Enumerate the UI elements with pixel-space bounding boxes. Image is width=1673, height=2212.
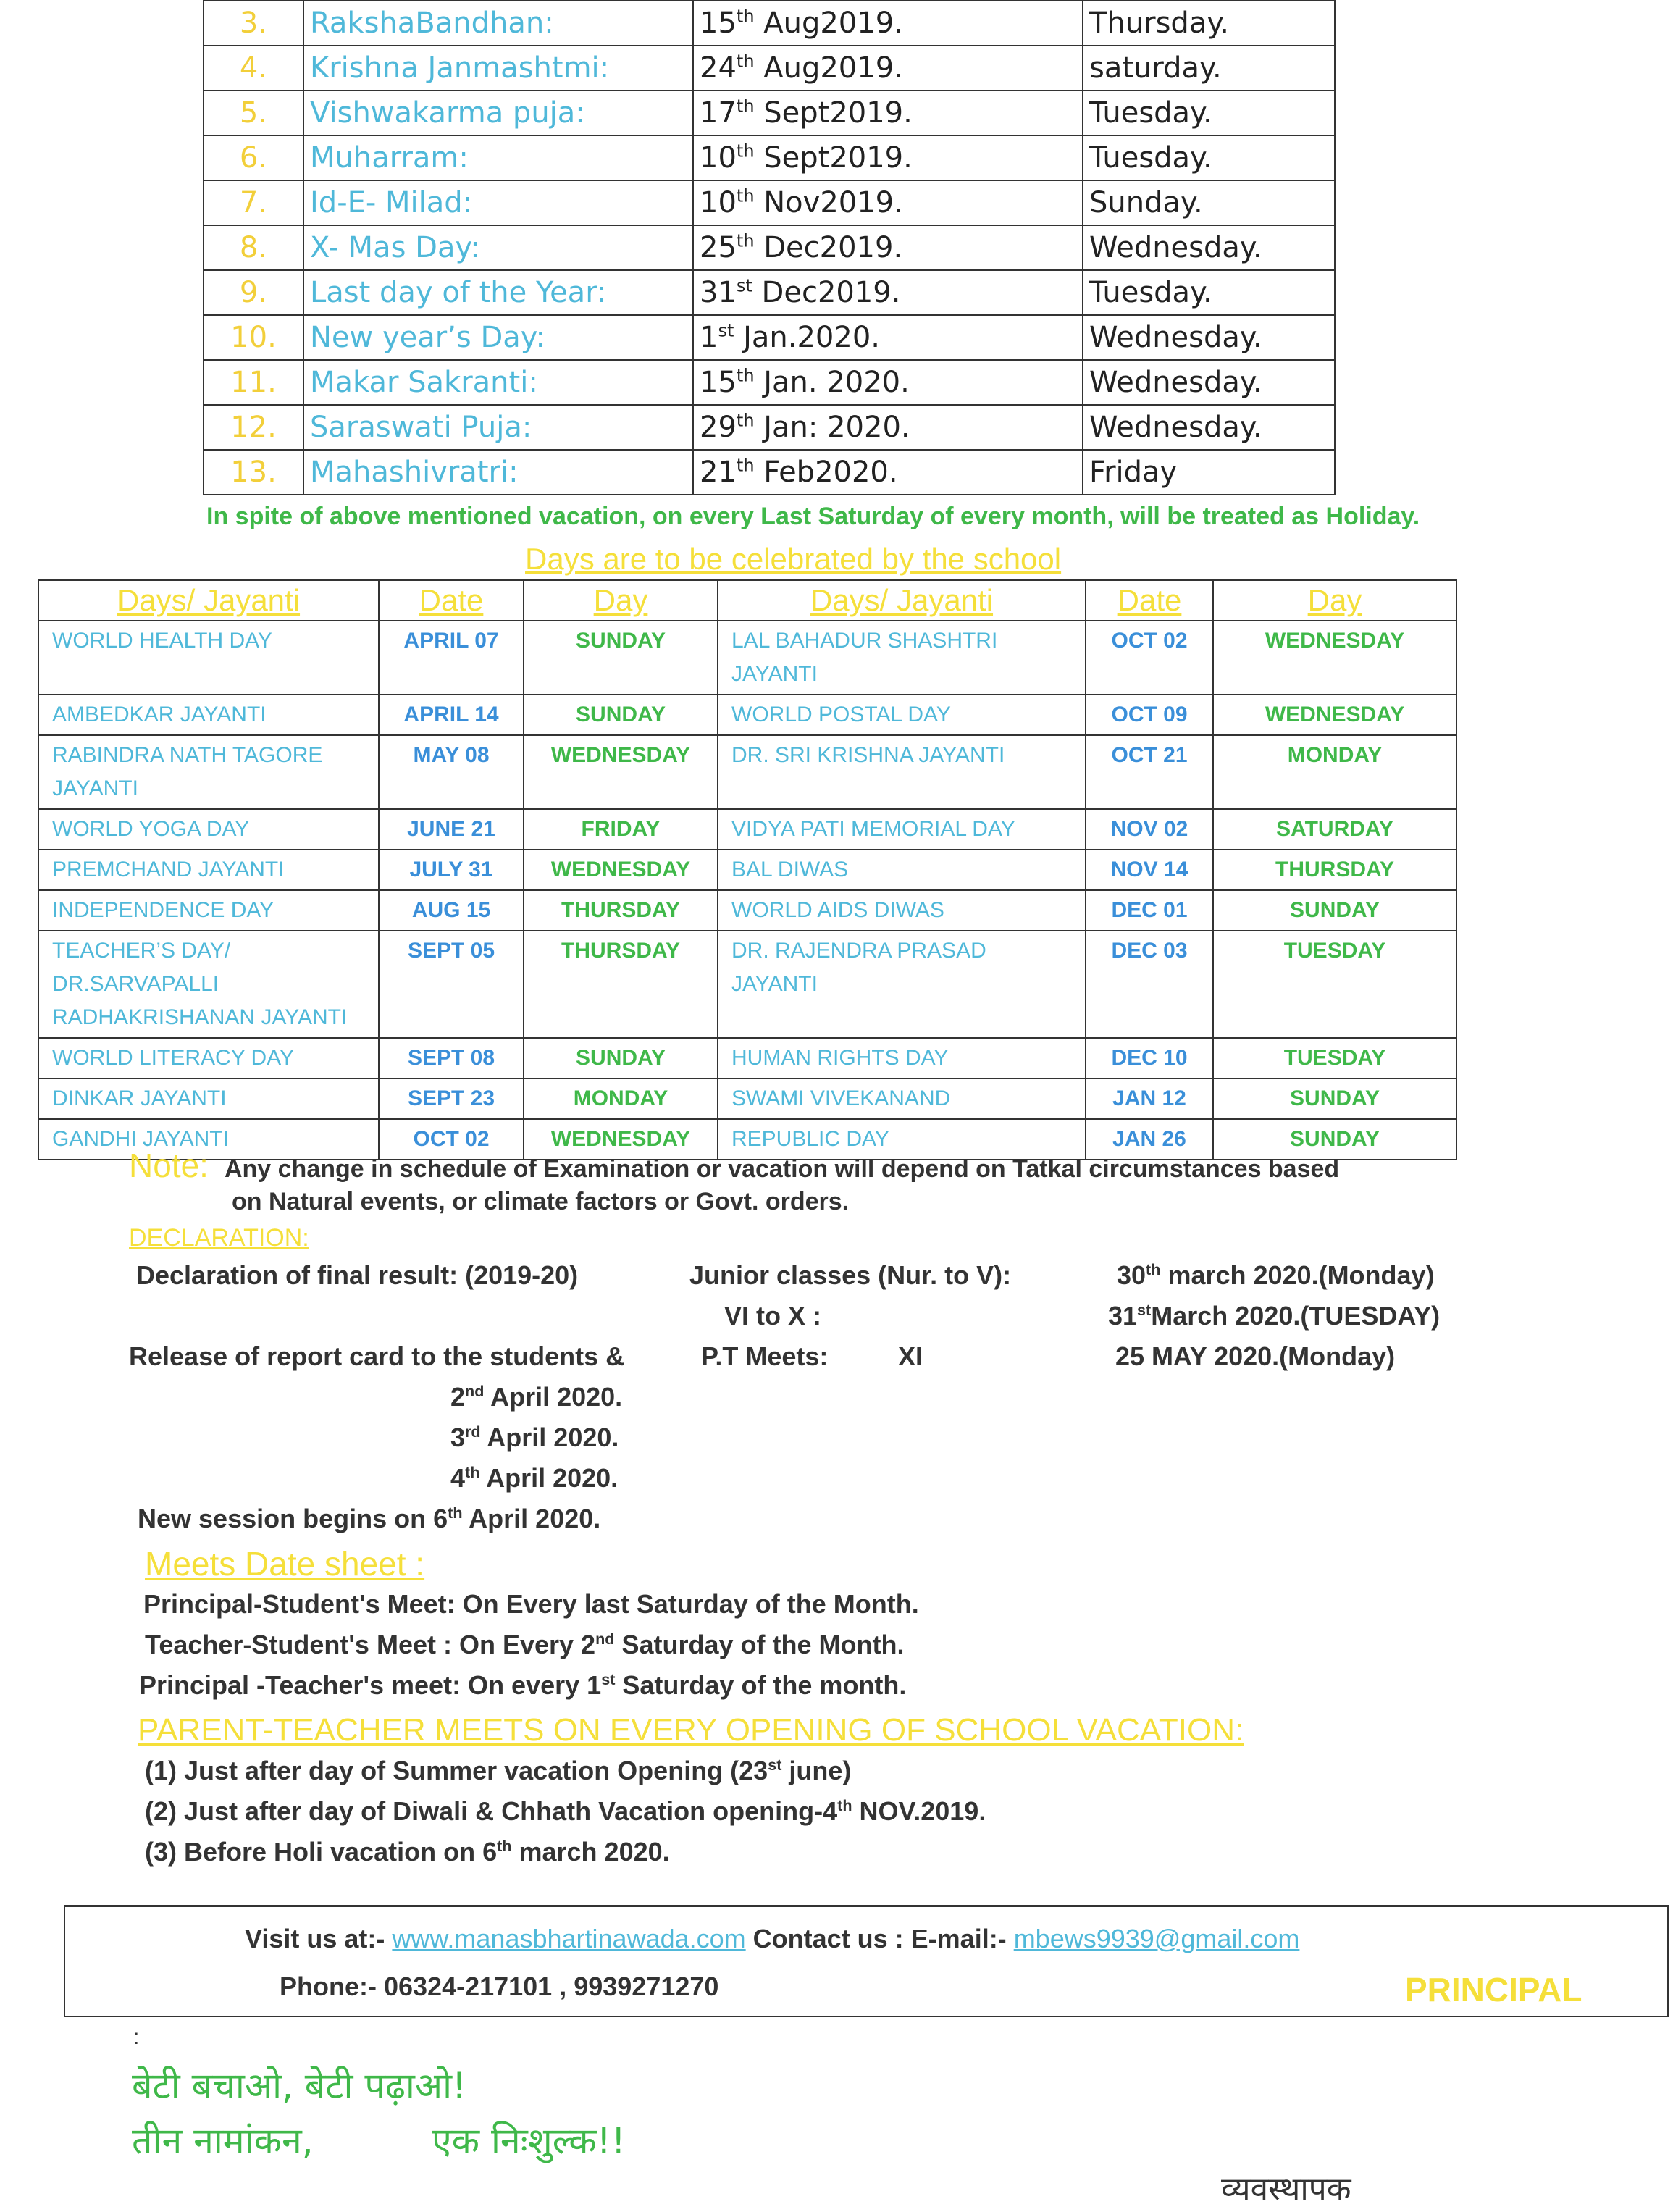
celebration-date: APRIL 14 — [379, 695, 524, 735]
final-result-label: Declaration of final result: (2019-20) — [136, 1260, 579, 1290]
holiday-weekday: Thursday. — [1083, 1, 1335, 46]
report-card-label: Release of report card to the students & — [129, 1341, 625, 1371]
note-label: Note: — [129, 1147, 209, 1184]
celebration-day: THURSDAY — [524, 890, 718, 931]
holiday-weekday: Tuesday. — [1083, 135, 1335, 180]
holiday-number: 4. — [204, 46, 303, 91]
holiday-weekday: Wednesday. — [1083, 360, 1335, 405]
celebration-day: MONDAY — [1213, 735, 1456, 809]
celebration-day: MONDAY — [524, 1078, 718, 1119]
celebration-date: NOV 14 — [1086, 850, 1213, 890]
holiday-date: 10th Nov2019. — [693, 180, 1083, 225]
celebration-day: WEDNESDAY — [524, 1119, 718, 1160]
celebration-name: DR. RAJENDRA PRASAD JAYANTI — [718, 931, 1086, 1038]
holiday-date: 24th Aug2019. — [693, 46, 1083, 91]
holiday-number: 10. — [204, 315, 303, 360]
celebration-name: SWAMI VIVEKANAND — [718, 1078, 1086, 1119]
saturday-holiday-note: In spite of above mentioned vacation, on every Last Saturday of every month, will be treated as Holiday. — [206, 503, 1420, 530]
celebration-row — [38, 890, 1456, 931]
holiday-date: 1st Jan.2020. — [693, 315, 1083, 360]
celebration-date: NOV 02 — [1086, 809, 1213, 850]
celebration-name: WORLD LITERACY DAY — [38, 1038, 379, 1078]
holiday-row — [204, 91, 1335, 135]
celebration-row — [38, 1078, 1456, 1119]
holiday-weekday: Friday — [1083, 450, 1335, 495]
holiday-name: Id-E- Milad: — [303, 180, 693, 225]
holiday-number: 5. — [204, 91, 303, 135]
holiday-row — [204, 1, 1335, 46]
celebration-row — [38, 621, 1456, 695]
holiday-row — [204, 225, 1335, 270]
celebration-day: TUESDAY — [1213, 931, 1456, 1038]
col-header-days-jayanti-2: Days/ Jayanti — [718, 580, 1086, 621]
junior-classes-label: Junior classes (Nur. to V): — [689, 1260, 1012, 1290]
holiday-number: 8. — [204, 225, 303, 270]
celebration-date: OCT 02 — [1086, 621, 1213, 695]
phone-numbers: Phone:- 06324-217101 , 9939271270 — [280, 1972, 719, 2001]
celebration-date: MAY 08 — [379, 735, 524, 809]
holiday-name: Last day of the Year: — [303, 270, 693, 315]
celebration-name: GANDHI JAYANTI — [38, 1119, 379, 1160]
holiday-weekday: Wednesday. — [1083, 405, 1335, 450]
celebration-day: SATURDAY — [1213, 809, 1456, 850]
celebration-date: DEC 03 — [1086, 931, 1213, 1038]
holiday-date: 31st Dec2019. — [693, 270, 1083, 315]
holiday-row — [204, 46, 1335, 91]
celebration-name: REPUBLIC DAY — [718, 1119, 1086, 1160]
holiday-date: 25th Dec2019. — [693, 225, 1083, 270]
holiday-date: 21th Feb2020. — [693, 450, 1083, 495]
holiday-weekday: Wednesday. — [1083, 225, 1335, 270]
ptm-title: PARENT-TEACHER MEETS ON EVERY OPENING OF SCHOOL VACATION: — [138, 1712, 1244, 1748]
vi-x-result-date: 31stMarch 2020.(TUESDAY) — [1108, 1301, 1441, 1331]
holiday-name: X- Mas Day: — [303, 225, 693, 270]
celebration-date: JUNE 21 — [379, 809, 524, 850]
celebration-name: BAL DIWAS — [718, 850, 1086, 890]
holiday-name: Muharram: — [303, 135, 693, 180]
celebration-day: SUNDAY — [1213, 890, 1456, 931]
celebration-day: WEDNESDAY — [524, 850, 718, 890]
celebration-name: LAL BAHADUR SHASHTRI JAYANTI — [718, 621, 1086, 695]
holiday-weekday: Tuesday. — [1083, 91, 1335, 135]
celebration-row — [38, 809, 1456, 850]
holiday-name: Saraswati Puja: — [303, 405, 693, 450]
april-date-3: 4th April 2020. — [450, 1463, 619, 1493]
pt-meets-label: P.T Meets: — [701, 1341, 829, 1371]
slogan-line-1: बेटी बचाओ, बेटी पढ़ाओ! — [132, 2065, 467, 2107]
celebration-day: WEDNESDAY — [1213, 695, 1456, 735]
holiday-row — [204, 180, 1335, 225]
celebration-name: WORLD YOGA DAY — [38, 809, 379, 850]
celebration-title: Days are to be celebrated by the school — [525, 542, 1062, 576]
celebration-date: DEC 01 — [1086, 890, 1213, 931]
celebration-name: INDEPENDENCE DAY — [38, 890, 379, 931]
celebration-name: HUMAN RIGHTS DAY — [718, 1038, 1086, 1078]
celebration-row — [38, 695, 1456, 735]
note-block — [129, 1146, 1339, 1185]
col-header-day: Day — [524, 580, 718, 621]
vi-x-label: VI to X : — [724, 1301, 821, 1331]
celebration-row — [38, 735, 1456, 809]
holiday-weekday: saturday. — [1083, 46, 1335, 91]
celebration-day: SUNDAY — [1213, 1078, 1456, 1119]
holiday-row — [204, 450, 1335, 495]
holiday-weekday: Sunday. — [1083, 180, 1335, 225]
ptm-item-3: (3) Before Holi vacation on 6th march 2020. — [145, 1837, 670, 1867]
xi-label: XI — [898, 1341, 923, 1371]
holiday-name: Vishwakarma puja: — [303, 91, 693, 135]
celebration-name: RABINDRA NATH TAGORE JAYANTI — [38, 735, 379, 809]
celebration-date: APRIL 07 — [379, 621, 524, 695]
celebration-name: DINKAR JAYANTI — [38, 1078, 379, 1119]
new-session-text: New session begins on 6th April 2020. — [138, 1504, 601, 1533]
celebration-day: WEDNESDAY — [524, 735, 718, 809]
holiday-number: 13. — [204, 450, 303, 495]
holiday-weekday: Tuesday. — [1083, 270, 1335, 315]
celebration-name: WORLD HEALTH DAY — [38, 621, 379, 695]
colon-mark: : — [133, 2025, 140, 2049]
xi-result-date: 25 MAY 2020.(Monday) — [1115, 1341, 1396, 1371]
celebration-date: AUG 15 — [379, 890, 524, 931]
holiday-row — [204, 360, 1335, 405]
website-link[interactable]: www.manasbhartinawada.com — [392, 1924, 746, 1953]
celebration-day: THURSDAY — [524, 931, 718, 1038]
celebration-date: SEPT 05 — [379, 931, 524, 1038]
holiday-name: Krishna Janmashtmi: — [303, 46, 693, 91]
holiday-row — [204, 270, 1335, 315]
celebration-row — [38, 850, 1456, 890]
slogan-line-2a: तीन नामांकन, — [132, 2120, 314, 2162]
slogan-line-2b: एक निःशुल्क!! — [432, 2120, 626, 2162]
email-link[interactable]: mbews9939@gmail.com — [1013, 1924, 1300, 1953]
holiday-date: 15th Jan. 2020. — [693, 360, 1083, 405]
col-header-date-2: Date — [1086, 580, 1213, 621]
celebration-date: OCT 02 — [379, 1119, 524, 1160]
principal-student-meet: Principal-Student's Meet: On Every last Saturday of the Month. — [143, 1589, 919, 1619]
note-line2: on Natural events, or climate factors or Govt. orders. — [232, 1188, 850, 1215]
holiday-date: 10th Sept2019. — [693, 135, 1083, 180]
note-line1: Any change in schedule of Examination or vacation will depend on Tatkal circumstances based — [224, 1155, 1340, 1183]
celebration-date: DEC 10 — [1086, 1038, 1213, 1078]
celebration-name: WORLD POSTAL DAY — [718, 695, 1086, 735]
holiday-date: 17th Sept2019. — [693, 91, 1083, 135]
contact-label: Contact us : E-mail:- — [752, 1924, 1007, 1953]
holiday-name: New year’s Day: — [303, 315, 693, 360]
april-date-2: 3rd April 2020. — [450, 1423, 619, 1452]
celebration-row — [38, 1038, 1456, 1078]
celebration-date: JAN 26 — [1086, 1119, 1213, 1160]
holiday-table — [203, 0, 1336, 495]
celebration-day: FRIDAY — [524, 809, 718, 850]
principal-label: PRINCIPAL — [1405, 1971, 1582, 2008]
teacher-student-meet: Teacher-Student's Meet : On Every 2nd Saturday of the Month. — [145, 1630, 905, 1659]
celebration-day: THURSDAY — [1213, 850, 1456, 890]
holiday-row — [204, 405, 1335, 450]
holiday-number: 11. — [204, 360, 303, 405]
celebration-date: JULY 31 — [379, 850, 524, 890]
celebration-date: SEPT 23 — [379, 1078, 524, 1119]
celebration-date: OCT 21 — [1086, 735, 1213, 809]
contact-line — [245, 1924, 1299, 1954]
celebration-date: JAN 12 — [1086, 1078, 1213, 1119]
celebration-day: SUNDAY — [524, 621, 718, 695]
holiday-number: 7. — [204, 180, 303, 225]
holiday-weekday: Wednesday. — [1083, 315, 1335, 360]
celebration-name: WORLD AIDS DIWAS — [718, 890, 1086, 931]
declaration-label: DECLARATION: — [129, 1224, 309, 1252]
visit-label: Visit us at:- — [245, 1924, 385, 1953]
celebration-name: TEACHER’S DAY/ DR.SARVAPALLI RADHAKRISHANAN JAYANTI — [38, 931, 379, 1038]
meets-title: Meets Date sheet : — [145, 1545, 425, 1583]
celebration-table — [38, 579, 1457, 1160]
manager-label: व्यवस्थापक — [1221, 2171, 1351, 2208]
col-header-days-jayanti: Days/ Jayanti — [38, 580, 379, 621]
junior-result-date: 30th march 2020.(Monday) — [1117, 1260, 1435, 1290]
holiday-name: Makar Sakranti: — [303, 360, 693, 405]
holiday-number: 12. — [204, 405, 303, 450]
holiday-row — [204, 135, 1335, 180]
celebration-day: SUNDAY — [1213, 1119, 1456, 1160]
april-date-1: 2nd April 2020. — [450, 1382, 623, 1412]
holiday-date: 15th Aug2019. — [693, 1, 1083, 46]
celebration-day: WEDNESDAY — [1213, 621, 1456, 695]
celebration-day: SUNDAY — [524, 695, 718, 735]
holiday-number: 6. — [204, 135, 303, 180]
holiday-date: 29th Jan: 2020. — [693, 405, 1083, 450]
celebration-name: DR. SRI KRISHNA JAYANTI — [718, 735, 1086, 809]
celebration-date: OCT 09 — [1086, 695, 1213, 735]
holiday-row — [204, 315, 1335, 360]
ptm-item-1: (1) Just after day of Summer vacation Opening (23st june) — [145, 1756, 852, 1785]
celebration-row — [38, 931, 1456, 1038]
celebration-name: AMBEDKAR JAYANTI — [38, 695, 379, 735]
holiday-name: RakshaBandhan: — [303, 1, 693, 46]
celebration-date: SEPT 08 — [379, 1038, 524, 1078]
col-header-day-2: Day — [1213, 580, 1456, 621]
celebration-day: SUNDAY — [524, 1038, 718, 1078]
ptm-item-2: (2) Just after day of Diwali & Chhath Vacation opening-4th NOV.2019. — [145, 1796, 986, 1826]
holiday-name: Mahashivratri: — [303, 450, 693, 495]
holiday-number: 3. — [204, 1, 303, 46]
col-header-date: Date — [379, 580, 524, 621]
principal-teacher-meet: Principal -Teacher's meet: On every 1st Saturday of the month. — [139, 1670, 907, 1700]
celebration-name: VIDYA PATI MEMORIAL DAY — [718, 809, 1086, 850]
holiday-number: 9. — [204, 270, 303, 315]
celebration-day: TUESDAY — [1213, 1038, 1456, 1078]
celebration-name: PREMCHAND JAYANTI — [38, 850, 379, 890]
